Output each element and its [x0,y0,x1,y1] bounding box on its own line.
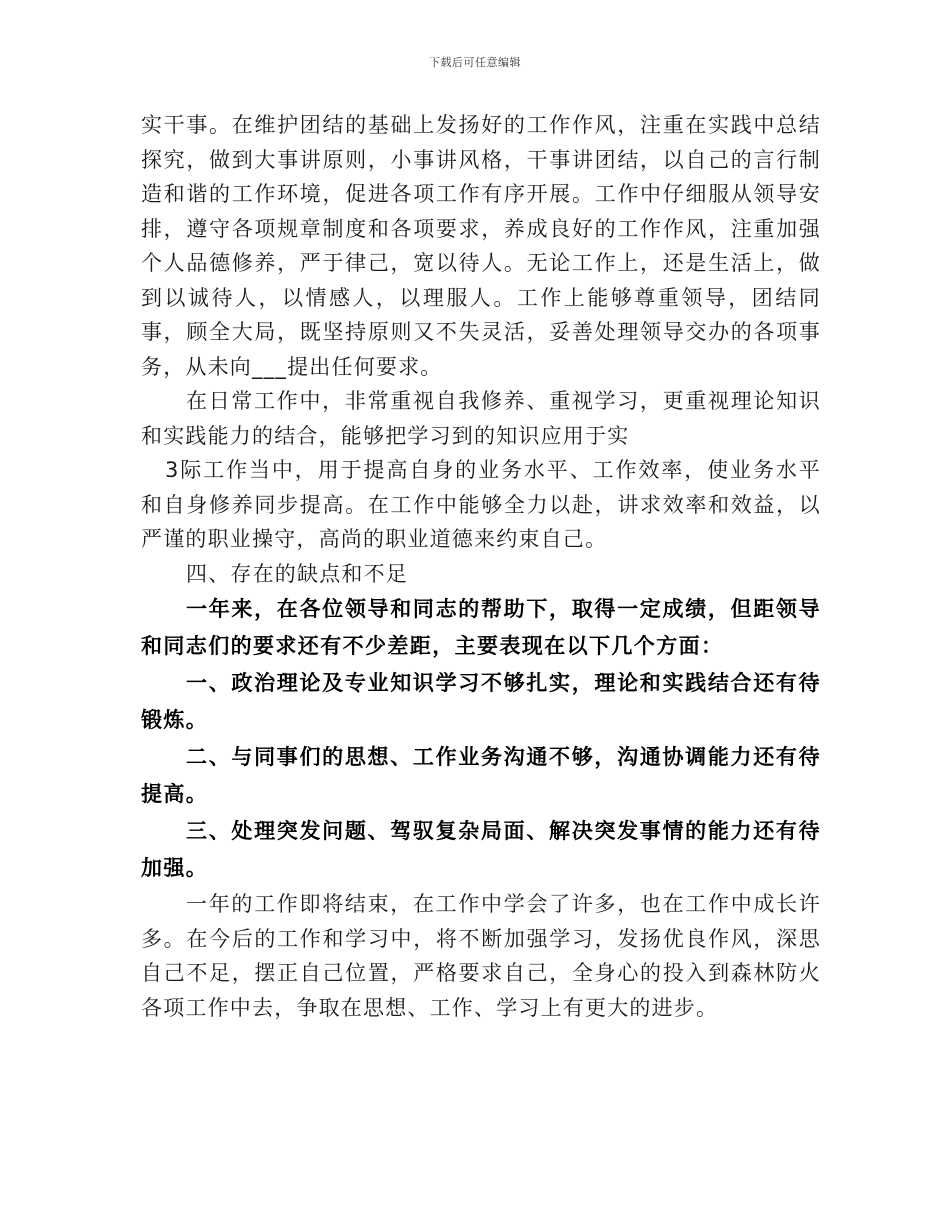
page-header: 下载后可任意编辑 [429,56,521,69]
shortcoming-item-2: 二、与同事们的思想、工作业务沟通不够，沟通协调能力还有待提高。 [141,745,821,806]
paragraph-teamwork: 实干事。在维护团结的基础上发扬好的工作作风，注重在实践中总结探究，做到大事讲原则，小事讲风格，干事讲团结，以自己的言行制造和谐的工作环境，促进各项工作有序开展。工作中仔细服从领导安排，遵守各项规章制度和各项要求，养成良好的工作作风，注重加强个人品德修养，严于律己，宽以待人。无论工作上，还是生活上，做到以诚待人，以情感人，以理服人。工作上能够尊重领导，团结同事，顾全大局，既坚持原则又不失灵活，妥善处理领导交办的各项事务，从未向___提出任何要求。 [141,113,821,379]
paragraph-daily-study: 在日常工作中，非常重视自我修养、重视学习，更重视理论知识和实践能力的结合，能够把学习到的知识应用于实 [141,389,821,448]
shortcoming-item-1: 一、政治理论及专业知识学习不够扎实，理论和实践结合还有待锻炼。 [141,671,821,732]
document-body [141,108,821,1025]
paragraph-shortcomings-intro: 一年来，在各位领导和同志的帮助下，取得一定成绩，但距领导和同志们的要求还有不少差距，主要表现在以下几个方面： [141,597,821,658]
shortcoming-item-3: 三、处理突发问题、驾驭复杂局面、解决突发事情的能力还有待加强。 [141,819,821,880]
paragraph-conclusion: 一年的工作即将结束，在工作中学会了许多，也在工作中成长许多。在今后的工作和学习中，将不断加强学习，发扬优良作风，深思自己不足，摆正自己位置，严格要求自己，全身心的投入到森林防火各项工作中去，争取在思想、工作、学习上有更大的进步。 [141,892,821,1020]
section-heading-shortcomings: 四、存在的缺点和不足 [186,561,408,586]
paragraph-work-efficiency: 3际工作当中，用于提高自身的业务水平、工作效率，使业务水平和自身修养同步提高。在工作中能够全力以赴，讲求效率和效益，以严谨的职业操守，高尚的职业道德来约束自己。 [141,458,821,551]
